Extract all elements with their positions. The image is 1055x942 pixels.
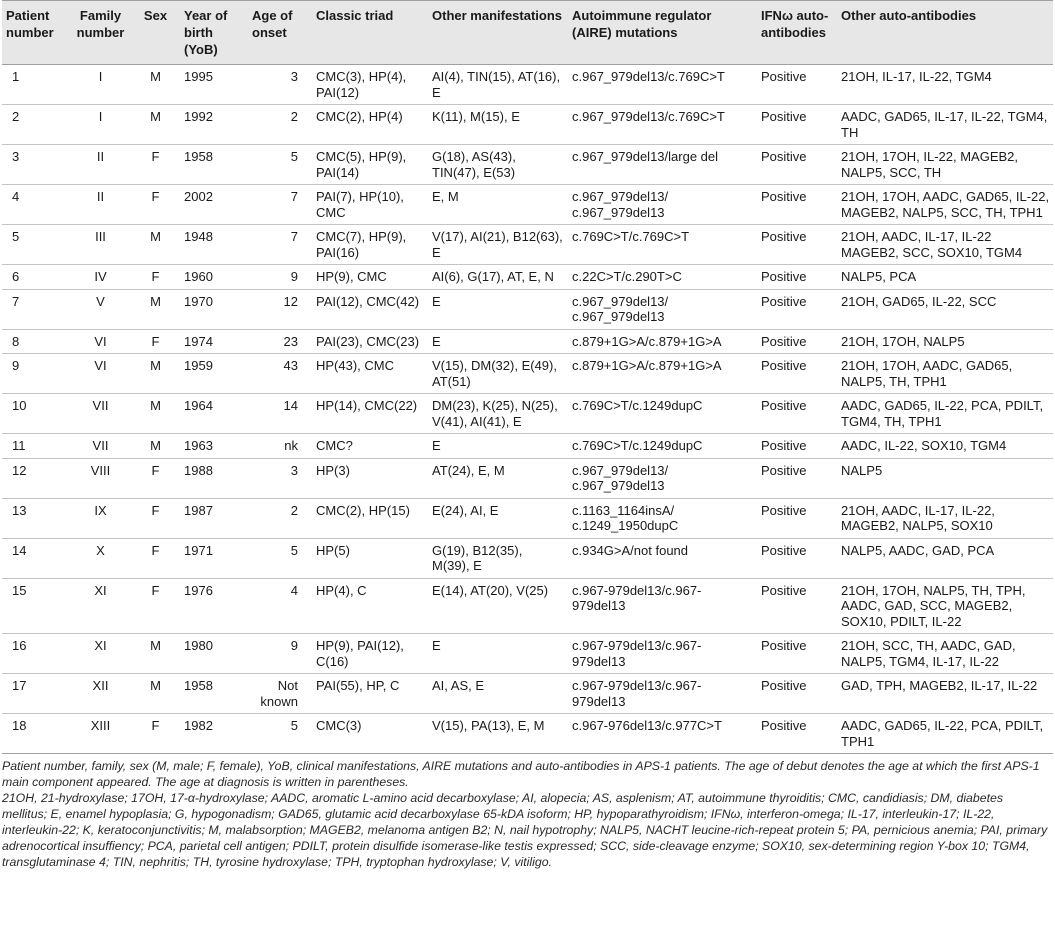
cell-patient-number: 10 xyxy=(12,398,27,413)
cell-other-autoantibodies: 21OH, IL-17, IL-22, TGM4 xyxy=(841,69,992,84)
cell-patient-number: 9 xyxy=(12,358,20,373)
cell-year-of-birth: 1982 xyxy=(184,718,213,733)
cell-sex: M xyxy=(150,438,161,453)
cell-sex: M xyxy=(150,69,161,84)
cell-patient-number: 16 xyxy=(12,638,27,653)
table-row xyxy=(2,394,1053,434)
cell-sex: F xyxy=(151,269,160,284)
cell-year-of-birth: 1964 xyxy=(184,398,213,413)
table-row xyxy=(2,634,1053,674)
table-body xyxy=(2,65,1053,754)
cell-year-of-birth: 1988 xyxy=(184,462,213,478)
cell-ifn-autoantibodies: Positive xyxy=(761,718,807,733)
cell-ifn-autoantibodies: Positive xyxy=(761,638,807,653)
cell-year-of-birth: 1971 xyxy=(184,542,213,558)
cell-family-number: VI xyxy=(94,358,107,373)
table-row xyxy=(2,498,1053,538)
cell-patient-number: 6 xyxy=(12,269,20,284)
cell-aire-mutations: c.967_979del13/ c.967_979del13 xyxy=(572,462,669,493)
cell-aire-mutations: c.22C>T/c.290T>C xyxy=(572,269,682,284)
cell-patient-number: 13 xyxy=(12,502,27,518)
cell-other-autoantibodies: NALP5, AADC, GAD, PCA xyxy=(841,542,995,558)
cell-other-manifestations: AI(4), TIN(15), AT(16), E xyxy=(432,69,561,100)
cell-other-autoantibodies: AADC, GAD65, IL-22, PCA, PDILT, TPH1 xyxy=(841,718,1044,749)
cell-patient-number: 1 xyxy=(12,69,20,84)
header-aire-mutations: Autoimmune regulator (AIRE) mutations xyxy=(572,8,712,40)
cell-aire-mutations: c.1163_1164insA/ c.1249_1950dupC xyxy=(572,502,679,533)
cell-classic-triad: HP(3) xyxy=(316,462,350,478)
cell-aire-mutations: c.967-979del13/c.967-979del13 xyxy=(572,582,702,613)
cell-family-number: II xyxy=(96,149,105,164)
table-row xyxy=(2,329,1053,354)
cell-aire-mutations: c.967_979del13/ c.967_979del13 xyxy=(572,293,669,324)
cell-classic-triad: PAI(12), CMC(42) xyxy=(316,293,420,309)
cell-classic-triad: HP(4), C xyxy=(316,582,367,598)
cell-family-number: IV xyxy=(94,269,107,284)
cell-sex: F xyxy=(151,718,160,733)
table-row xyxy=(2,65,1053,105)
cell-sex: M xyxy=(150,638,161,653)
cell-other-manifestations: E(14), AT(20), V(25) xyxy=(432,582,549,598)
cell-family-number: X xyxy=(96,542,105,558)
cell-family-number: I xyxy=(98,69,103,84)
cell-classic-triad: HP(43), CMC xyxy=(316,358,395,373)
table-row xyxy=(2,289,1053,329)
cell-aire-mutations: c.967-976del13/c.977C>T xyxy=(572,718,722,733)
cell-aire-mutations: c.879+1G>A/c.879+1G>A xyxy=(572,333,722,349)
cell-patient-number: 7 xyxy=(12,293,20,309)
cell-family-number: II xyxy=(96,189,105,204)
cell-patient-number: 5 xyxy=(12,229,20,244)
cell-aire-mutations: c.967_979del13/large del xyxy=(572,149,719,164)
table-row xyxy=(2,265,1053,290)
cell-year-of-birth: 1987 xyxy=(184,502,213,518)
cell-ifn-autoantibodies: Positive xyxy=(761,678,807,693)
cell-year-of-birth: 1974 xyxy=(184,333,213,349)
table-row xyxy=(2,714,1053,754)
cell-age-of-onset: 23 xyxy=(283,333,298,349)
cell-other-manifestations: E xyxy=(432,638,441,653)
cell-patient-number: 18 xyxy=(12,718,27,733)
cell-patient-number: 11 xyxy=(12,438,26,453)
cell-aire-mutations: c.769C>T/c.1249dupC xyxy=(572,398,703,413)
cell-sex: F xyxy=(151,189,160,204)
cell-ifn-autoantibodies: Positive xyxy=(761,189,807,204)
cell-sex: M xyxy=(150,229,161,244)
cell-sex: F xyxy=(151,462,160,478)
header-year-of-birth: Year of birth (YoB) xyxy=(184,8,228,57)
cell-aire-mutations: c.934G>A/not found xyxy=(572,542,689,558)
cell-other-autoantibodies: 21OH, 17OH, NALP5 xyxy=(841,333,965,349)
cell-patient-number: 3 xyxy=(12,149,20,164)
table-row xyxy=(2,185,1053,225)
table-row xyxy=(2,145,1053,185)
cell-aire-mutations: c.967-979del13/c.967-979del13 xyxy=(572,678,702,709)
cell-family-number: III xyxy=(95,229,106,244)
cell-classic-triad: CMC? xyxy=(316,438,353,453)
cell-year-of-birth: 1992 xyxy=(184,109,213,124)
cell-ifn-autoantibodies: Positive xyxy=(761,542,807,558)
cell-patient-number: 17 xyxy=(12,678,27,693)
cell-other-manifestations: G(19), B12(35), M(39), E xyxy=(432,542,523,573)
table-footnote xyxy=(2,758,1051,870)
cell-other-manifestations: E, M xyxy=(432,189,459,204)
cell-sex: F xyxy=(151,333,160,349)
cell-aire-mutations: c.769C>T/c.769C>T xyxy=(572,229,690,244)
cell-family-number: VII xyxy=(92,398,109,413)
cell-ifn-autoantibodies: Positive xyxy=(761,149,807,164)
cell-other-autoantibodies: 21OH, SCC, TH, AADC, GAD, NALP5, TGM4, IL-17, IL-22 xyxy=(841,638,1016,669)
cell-other-manifestations: E xyxy=(432,438,441,453)
cell-aire-mutations: c.879+1G>A/c.879+1G>A xyxy=(572,358,722,373)
cell-age-of-onset: 9 xyxy=(290,638,298,653)
table-row xyxy=(2,674,1053,714)
cell-year-of-birth: 1959 xyxy=(184,358,213,373)
header-family-number: Family number xyxy=(76,8,125,40)
cell-patient-number: 12 xyxy=(12,462,27,478)
cell-other-autoantibodies: 21OH, 17OH, AADC, GAD65, IL-22, MAGEB2, NALP5, SCC, TH, TPH1 xyxy=(841,189,1050,220)
cell-age-of-onset: 7 xyxy=(290,189,298,204)
cell-other-autoantibodies: 21OH, GAD65, IL-22, SCC xyxy=(841,293,997,309)
cell-other-manifestations: K(11), M(15), E xyxy=(432,109,520,124)
table-row xyxy=(2,578,1053,634)
cell-other-autoantibodies: AADC, GAD65, IL-17, IL-22, TGM4, TH xyxy=(841,109,1048,140)
cell-age-of-onset: 12 xyxy=(283,293,298,309)
cell-other-manifestations: DM(23), K(25), N(25), V(41), AI(41), E xyxy=(432,398,558,429)
cell-family-number: IX xyxy=(94,502,107,518)
cell-ifn-autoantibodies: Positive xyxy=(761,293,807,309)
cell-other-autoantibodies: 21OH, AADC, IL-17, IL-22 MAGEB2, SCC, SOX10, TGM4 xyxy=(841,229,1023,260)
header-age-of-onset: Age of onset xyxy=(252,8,293,40)
cell-classic-triad: PAI(55), HP, C xyxy=(316,678,400,693)
cell-family-number: XIII xyxy=(90,718,111,733)
footnote-caption: Patient number, family, sex (M, male; F, female), YoB, clinical manifestations, AIRE mutations and auto-antibodies in APS-1 patients. The age of debut denotes the age at which the first APS-1 main component appeared. The age at diagnosis is written in parentheses. xyxy=(2,759,1040,789)
cell-other-autoantibodies: NALP5, PCA xyxy=(841,269,917,284)
cell-family-number: VII xyxy=(92,438,109,453)
cell-age-of-onset: 5 xyxy=(290,149,298,164)
cell-ifn-autoantibodies: Positive xyxy=(761,333,807,349)
cell-classic-triad: HP(9), CMC xyxy=(316,269,387,284)
cell-year-of-birth: 1963 xyxy=(184,438,213,453)
cell-other-manifestations: E(24), AI, E xyxy=(432,502,499,518)
cell-age-of-onset: 3 xyxy=(290,462,298,478)
cell-family-number: XI xyxy=(94,638,107,653)
header-sex: Sex xyxy=(143,8,168,23)
cell-patient-number: 8 xyxy=(12,333,20,349)
cell-ifn-autoantibodies: Positive xyxy=(761,438,807,453)
cell-other-manifestations: E xyxy=(432,333,441,349)
cell-sex: M xyxy=(150,293,161,309)
cell-ifn-autoantibodies: Positive xyxy=(761,269,807,284)
cell-other-manifestations: E xyxy=(432,293,441,309)
cell-year-of-birth: 1948 xyxy=(184,229,213,244)
cell-ifn-autoantibodies: Positive xyxy=(761,462,807,478)
cell-classic-triad: HP(9), PAI(12), C(16) xyxy=(316,638,404,669)
cell-classic-triad: CMC(3) xyxy=(316,718,362,733)
cell-age-of-onset: Not known xyxy=(260,678,298,709)
cell-year-of-birth: 1980 xyxy=(184,638,213,653)
cell-age-of-onset: 43 xyxy=(283,358,298,373)
table-row xyxy=(2,225,1053,265)
cell-ifn-autoantibodies: Positive xyxy=(761,398,807,413)
cell-aire-mutations: c.967-979del13/c.967-979del13 xyxy=(572,638,702,669)
cell-classic-triad: CMC(5), HP(9), PAI(14) xyxy=(316,149,407,180)
cell-aire-mutations: c.967_979del13/c.769C>T xyxy=(572,69,725,84)
cell-year-of-birth: 1970 xyxy=(184,293,213,309)
cell-other-autoantibodies: 21OH, 17OH, NALP5, TH, TPH, AADC, GAD, SCC, MAGEB2, SOX10, PDILT, IL-22 xyxy=(841,582,1026,629)
cell-patient-number: 15 xyxy=(12,582,27,598)
cell-classic-triad: CMC(7), HP(9), PAI(16) xyxy=(316,229,407,260)
cell-age-of-onset: 5 xyxy=(290,542,298,558)
cell-other-manifestations: V(15), PA(13), E, M xyxy=(432,718,545,733)
table-row xyxy=(2,354,1053,394)
cell-sex: F xyxy=(151,502,160,518)
header-other-manifestations: Other manifestations xyxy=(432,8,563,23)
cell-year-of-birth: 1976 xyxy=(184,582,213,598)
cell-year-of-birth: 2002 xyxy=(184,189,213,204)
cell-sex: F xyxy=(151,542,160,558)
cell-ifn-autoantibodies: Positive xyxy=(761,69,807,84)
footnote-abbreviations: 21OH, 21-hydroxylase; 17OH, 17-α-hydroxylase; AADC, aromatic L-amino acid decarboxylase; AI, alopecia; AS, asplenism; AT, autoimmune thyroiditis; CMC, candidiasis; DM, diabetes mellitus; E, enamel hypoplasia; G, hypogonadism; GAD65, glutamic acid decarboxylase 65-kDA isoform; HP, hypoparathyroidism; IFNω, interferon-omega; IL-17, interleukin-17; IL-22, interleukin-22; K, keratoconjunctivitis; M, malabsorption; MAGEB2, melanoma antigen B2; N, nail hypotrophy; NALP5, NACHT leucine-rich-repeat protein 5; PA, pernicious anemia; PAI, primary adrenocortical insuffiency; PCA, parietal cell antigen; PDILT, protein disulfide isomerase-like testis expressed; SCC, side-cleavage enzyme; SOX10, sex-determining region Y-box 10; TGM4, transglutaminase 4; TIN, nephritis; TH, tyrosine hydroxylase; TPH, tryptophan hydroxylase; V, vitiligo. xyxy=(2,791,1048,869)
cell-other-manifestations: AI, AS, E xyxy=(432,678,485,693)
cell-other-manifestations: G(18), AS(43), TIN(47), E(53) xyxy=(432,149,516,180)
cell-classic-triad: HP(5) xyxy=(316,542,350,558)
cell-ifn-autoantibodies: Positive xyxy=(761,109,807,124)
cell-classic-triad: CMC(3), HP(4), PAI(12) xyxy=(316,69,407,100)
cell-age-of-onset: 4 xyxy=(290,582,298,598)
cell-classic-triad: CMC(2), HP(15) xyxy=(316,502,410,518)
cell-other-autoantibodies: 21OH, 17OH, AADC, GAD65, NALP5, TH, TPH1 xyxy=(841,358,1013,389)
table-row xyxy=(2,434,1053,459)
cell-year-of-birth: 1960 xyxy=(184,269,213,284)
header-patient-number: Patient number xyxy=(6,8,54,40)
cell-aire-mutations: c.769C>T/c.1249dupC xyxy=(572,438,703,453)
cell-family-number: VI xyxy=(94,333,107,349)
table-header-row xyxy=(2,1,1053,65)
cell-classic-triad: HP(14), CMC(22) xyxy=(316,398,418,413)
cell-sex: F xyxy=(151,149,160,164)
cell-age-of-onset: nk xyxy=(284,438,298,453)
cell-age-of-onset: 3 xyxy=(290,69,298,84)
cell-other-autoantibodies: NALP5 xyxy=(841,462,883,478)
table-row xyxy=(2,105,1053,145)
cell-year-of-birth: 1995 xyxy=(184,69,213,84)
cell-other-autoantibodies: GAD, TPH, MAGEB2, IL-17, IL-22 xyxy=(841,678,1038,693)
cell-ifn-autoantibodies: Positive xyxy=(761,358,807,373)
cell-age-of-onset: 9 xyxy=(290,269,298,284)
cell-sex: M xyxy=(150,398,161,413)
cell-other-manifestations: AI(6), G(17), AT, E, N xyxy=(432,269,554,284)
cell-age-of-onset: 5 xyxy=(290,718,298,733)
cell-family-number: V xyxy=(96,293,105,309)
header-classic-triad: Classic triad xyxy=(316,8,394,23)
cell-ifn-autoantibodies: Positive xyxy=(761,582,807,598)
patient-table xyxy=(2,0,1053,754)
cell-patient-number: 14 xyxy=(12,542,27,558)
table-row xyxy=(2,458,1053,498)
cell-age-of-onset: 2 xyxy=(290,502,298,518)
cell-family-number: XI xyxy=(94,582,107,598)
cell-other-autoantibodies: 21OH, AADC, IL-17, IL-22, MAGEB2, NALP5, SOX10 xyxy=(841,502,995,533)
cell-ifn-autoantibodies: Positive xyxy=(761,229,807,244)
cell-family-number: VIII xyxy=(90,462,111,478)
cell-other-autoantibodies: 21OH, 17OH, IL-22, MAGEB2, NALP5, SCC, TH xyxy=(841,149,1019,180)
cell-other-manifestations: AT(24), E, M xyxy=(432,462,505,478)
cell-patient-number: 2 xyxy=(12,109,20,124)
cell-aire-mutations: c.967_979del13/ c.967_979del13 xyxy=(572,189,669,220)
cell-age-of-onset: 2 xyxy=(290,109,298,124)
cell-sex: M xyxy=(150,109,161,124)
cell-patient-number: 4 xyxy=(12,189,20,204)
cell-other-manifestations: V(17), AI(21), B12(63), E xyxy=(432,229,563,260)
cell-classic-triad: PAI(7), HP(10), CMC xyxy=(316,189,404,220)
cell-ifn-autoantibodies: Positive xyxy=(761,502,807,518)
cell-other-autoantibodies: AADC, IL-22, SOX10, TGM4 xyxy=(841,438,1007,453)
cell-year-of-birth: 1958 xyxy=(184,678,213,693)
cell-sex: M xyxy=(150,678,161,693)
cell-family-number: XII xyxy=(92,678,109,693)
cell-classic-triad: CMC(2), HP(4) xyxy=(316,109,403,124)
cell-other-manifestations: V(15), DM(32), E(49), AT(51) xyxy=(432,358,557,389)
cell-aire-mutations: c.967_979del13/c.769C>T xyxy=(572,109,725,124)
cell-classic-triad: PAI(23), CMC(23) xyxy=(316,333,420,349)
header-other-autoantibodies: Other auto-antibodies xyxy=(841,8,977,23)
cell-sex: F xyxy=(151,582,160,598)
cell-other-autoantibodies: AADC, GAD65, IL-22, PCA, PDILT, TGM4, TH, TPH1 xyxy=(841,398,1044,429)
cell-year-of-birth: 1958 xyxy=(184,149,213,164)
table-row xyxy=(2,538,1053,578)
cell-family-number: I xyxy=(98,109,103,124)
header-ifn-autoantibodies: IFNω auto-antibodies xyxy=(761,8,829,40)
cell-age-of-onset: 14 xyxy=(283,398,298,413)
cell-sex: M xyxy=(150,358,161,373)
cell-age-of-onset: 7 xyxy=(290,229,298,244)
